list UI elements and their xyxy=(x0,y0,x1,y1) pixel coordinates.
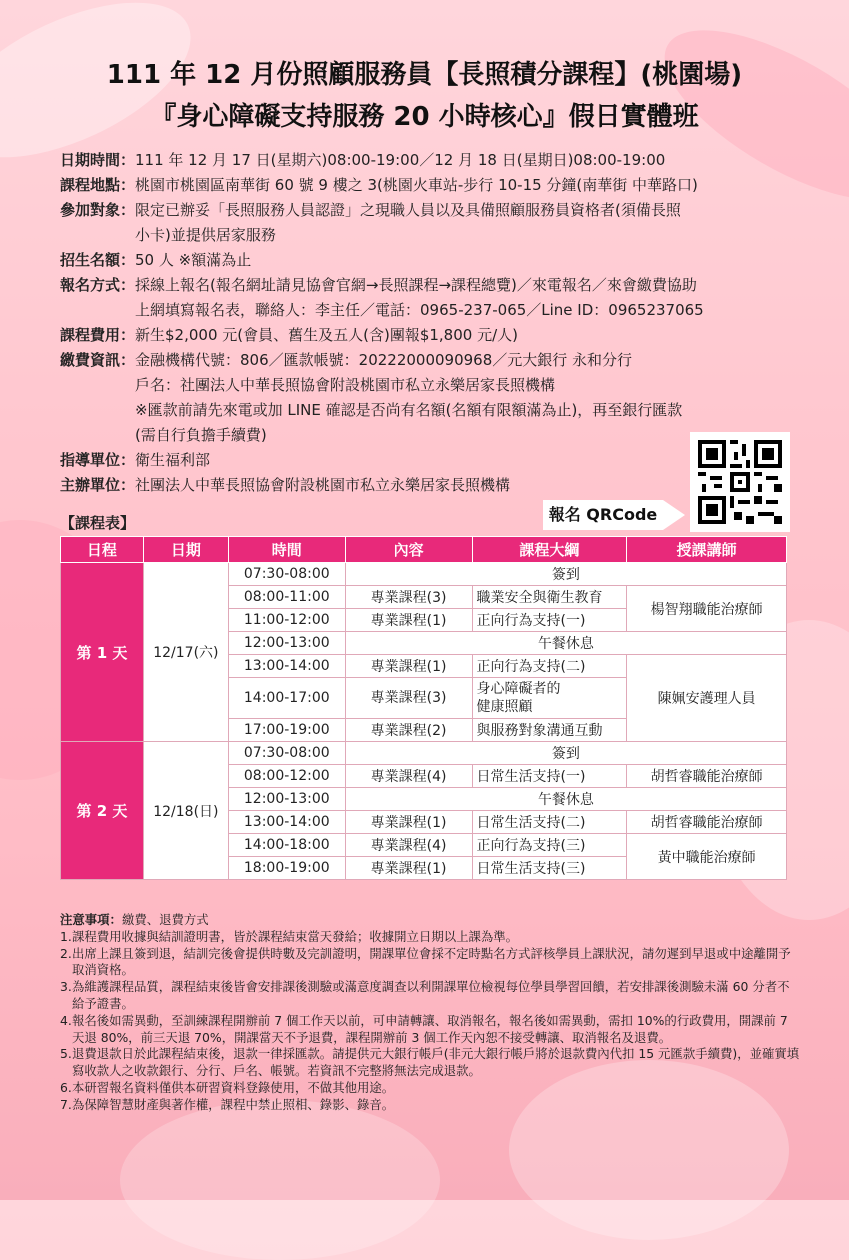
note-number: 2. xyxy=(60,945,72,961)
outline-line: 身心障礙者的 xyxy=(476,681,561,697)
outline-cell: 日常生活支持(二) xyxy=(472,811,627,834)
info-row-supervisor xyxy=(60,448,800,473)
table-header-row xyxy=(61,537,787,563)
column-header: 日程 xyxy=(61,537,144,563)
notes-heading-text: 繳費、退費方式 xyxy=(121,912,209,927)
content-cell: 專業課程(4) xyxy=(345,834,472,857)
instructor-cell: 黃中職能治療師 xyxy=(627,834,787,880)
list-item xyxy=(60,946,800,980)
time-cell: 08:00-12:00 xyxy=(228,765,345,788)
time-cell: 14:00-17:00 xyxy=(228,678,345,719)
list-item xyxy=(60,1046,800,1080)
info-label: 繳費資訊： xyxy=(60,351,136,369)
info-value: ※匯款前請先來電或加 LINE 確認是否尚有名額(名額有限額滿為止)，再至銀行匯款 xyxy=(135,401,683,419)
time-cell: 07:30-08:00 xyxy=(228,742,345,765)
info-value: 小卡)並提供居家服務 xyxy=(135,226,276,244)
qr-code-label: 報名 QRCode xyxy=(543,500,663,530)
note-number: 7. xyxy=(60,1096,72,1112)
notes-section xyxy=(60,912,800,1114)
outline-cell: 正向行為支持(三) xyxy=(472,834,627,857)
merged-cell: 午餐休息 xyxy=(345,788,786,811)
outline-cell: 日常生活支持(三) xyxy=(472,857,627,880)
time-cell: 13:00-14:00 xyxy=(228,655,345,678)
page-subtitle: 『身心障礙支持服務 20 小時核心』假日實體班 xyxy=(150,102,699,132)
content-cell: 專業課程(2) xyxy=(345,719,472,742)
note-text: 出席上課且簽到退，結訓完後會提供時數及完訓證明，開課單位會採不定時點名方式評核學員上課狀況，請勿遲到早退或中途離開予取消資格。 xyxy=(72,945,791,978)
info-value: 限定已辦妥「長照服務人員認證」之現職人員以及具備照顧服務員資格者(須備長照 xyxy=(135,201,681,219)
qr-code-icon xyxy=(698,440,782,524)
time-cell: 17:00-19:00 xyxy=(228,719,345,742)
merged-cell: 午餐休息 xyxy=(345,632,786,655)
list-item xyxy=(60,1097,800,1114)
info-label: 主辦單位： xyxy=(60,476,136,494)
background-petal xyxy=(120,1100,440,1260)
note-text: 課程費用收據與結訓證明書，皆於課程結束當天發給；收據開立日期以上課為準。 xyxy=(72,928,519,944)
note-text: 本研習報名資料僅供本研習資料登錄使用，不做其他用途。 xyxy=(72,1079,395,1095)
list-item xyxy=(60,979,800,1013)
info-row-payment xyxy=(60,348,800,448)
time-cell: 11:00-12:00 xyxy=(228,609,345,632)
info-row-location xyxy=(60,173,800,198)
content-cell: 專業課程(1) xyxy=(345,655,472,678)
list-item xyxy=(60,1013,800,1047)
info-value: 50 人 ※額滿為止 xyxy=(135,251,252,269)
info-value: (需自行負擔手續費) xyxy=(135,426,267,444)
info-label: 課程費用： xyxy=(60,326,136,344)
info-row-fee xyxy=(60,323,800,348)
info-value: 桃園市桃園區南華街 60 號 9 樓之 3(桃園火車站-步行 10-15 分鐘(南華街 中華路口) xyxy=(135,176,698,194)
schedule-label: 【課程表】 xyxy=(60,514,136,532)
outline-cell: 正向行為支持(二) xyxy=(472,655,627,678)
info-value: 戶名：社團法人中華長照協會附設桃園市私立永樂居家長照機構 xyxy=(135,376,556,394)
info-section xyxy=(60,148,800,498)
info-label: 招生名額： xyxy=(60,251,136,269)
info-value: 採線上報名(報名網址請見協會官網→長照課程→課程總覽)／來電報名／來會繳費協助 xyxy=(135,276,697,294)
content-cell: 專業課程(1) xyxy=(345,811,472,834)
notes-heading-label: 注意事項： xyxy=(60,912,122,927)
info-label: 參加對象： xyxy=(60,201,136,219)
instructor-cell: 胡哲睿職能治療師 xyxy=(627,765,787,788)
time-cell: 14:00-18:00 xyxy=(228,834,345,857)
outline-cell: 日常生活支持(一) xyxy=(472,765,627,788)
outline-line: 健康照顧 xyxy=(476,699,533,715)
column-header: 時間 xyxy=(228,537,345,563)
info-value: 新生$2,000 元(會員、舊生及五人(含)團報$1,800 元/人) xyxy=(135,326,518,344)
info-value: 上網填寫報名表，聯絡人：李主任／電話：0965-237-065／Line ID：0965237065 xyxy=(135,301,704,319)
day-cell: 第 1 天 xyxy=(61,563,144,742)
info-value: 金融機構代號：806／匯款帳號：20222000090968／元大銀行 永和分行 xyxy=(135,351,633,369)
info-value: 111 年 12 月 17 日(星期六)08:00-19:00／12 月 18 日(星期日)08:00-19:00 xyxy=(135,151,666,169)
content-cell: 專業課程(4) xyxy=(345,765,472,788)
merged-cell: 簽到 xyxy=(345,563,786,586)
content-cell: 專業課程(3) xyxy=(345,678,472,719)
time-cell: 12:00-13:00 xyxy=(228,632,345,655)
time-cell: 12:00-13:00 xyxy=(228,788,345,811)
info-label: 日期時間： xyxy=(60,151,136,169)
table-row xyxy=(61,563,787,586)
time-cell: 07:30-08:00 xyxy=(228,563,345,586)
info-value: 社團法人中華長照協會附設桃園市私立永樂居家長照機構 xyxy=(135,476,511,494)
info-row-organizer xyxy=(60,473,800,498)
column-header: 授課講師 xyxy=(627,537,787,563)
outline-cell: 與服務對象溝通互動 xyxy=(472,719,627,742)
content-cell: 專業課程(1) xyxy=(345,609,472,632)
note-number: 4. xyxy=(60,1012,72,1028)
info-row-registration xyxy=(60,273,800,323)
column-header: 日期 xyxy=(143,537,228,563)
time-cell: 18:00-19:00 xyxy=(228,857,345,880)
schedule-table xyxy=(60,536,787,880)
table-row xyxy=(61,742,787,765)
registration-qr-code[interactable] xyxy=(690,432,790,532)
note-text: 為維護課程品質，課程結束後皆會安排課後測驗或滿意度調查以利開課單位檢視每位學員學習回饋，若安排課後測驗未滿 60 分者不給予證書。 xyxy=(72,979,790,1011)
info-row-datetime xyxy=(60,148,800,173)
merged-cell: 簽到 xyxy=(345,742,786,765)
note-text: 退費退款日於此課程結束後，退款一律採匯款。請提供元大銀行帳戶(非元大銀行帳戶將於退款費內代扣 15 元匯款手續費)，並確實填寫收款人之收款銀行、分行、戶名、帳號。若資訊不完整將無法完成退款。 xyxy=(72,1046,800,1079)
content-cell: 專業課程(1) xyxy=(345,857,472,880)
column-header: 課程大綱 xyxy=(472,537,627,563)
outline-cell: 正向行為支持(一) xyxy=(472,609,627,632)
time-cell: 13:00-14:00 xyxy=(228,811,345,834)
info-label: 課程地點： xyxy=(60,176,136,194)
notes-heading xyxy=(60,912,800,929)
info-row-quota xyxy=(60,248,800,273)
outline-cell: 職業安全與衛生教育 xyxy=(472,586,627,609)
column-header: 內容 xyxy=(345,537,472,563)
time-cell: 08:00-11:00 xyxy=(228,586,345,609)
info-label: 報名方式： xyxy=(60,276,136,294)
info-label: 指導單位： xyxy=(60,451,136,469)
instructor-cell: 胡哲睿職能治療師 xyxy=(627,811,787,834)
note-number: 5. xyxy=(60,1046,72,1062)
note-number: 1. xyxy=(60,928,72,944)
day-cell: 第 2 天 xyxy=(61,742,144,880)
note-number: 6. xyxy=(60,1079,72,1095)
info-value: 衛生福利部 xyxy=(135,451,211,469)
instructor-cell: 楊智翔職能治療師 xyxy=(627,586,787,632)
page-title: 111 年 12 月份照顧服務員【長照積分課程】(桃園場) xyxy=(106,60,743,90)
outline-cell xyxy=(472,678,627,719)
date-cell: 12/17(六) xyxy=(143,563,228,742)
list-item xyxy=(60,1080,800,1097)
list-item xyxy=(60,929,800,946)
instructor-cell: 陳姵安護理人員 xyxy=(627,655,787,742)
info-row-audience xyxy=(60,198,800,248)
note-number: 3. xyxy=(60,979,72,995)
date-cell: 12/18(日) xyxy=(143,742,228,880)
content-cell: 專業課程(3) xyxy=(345,586,472,609)
note-text: 為保障智慧財產與著作權，課程中禁止照相、錄影、錄音。 xyxy=(72,1096,395,1112)
note-text: 報名後如需異動，至訓練課程開辦前 7 個工作天以前，可申請轉讓、取消報名，報名後如需異動，需扣 10%的行政費用，開課前 7 天退 80%，前三天退 70%，開課當天不予退費，課程開辦前 3 個工作天內恕不接受轉讓、取消報名及退費。 xyxy=(72,1012,788,1045)
